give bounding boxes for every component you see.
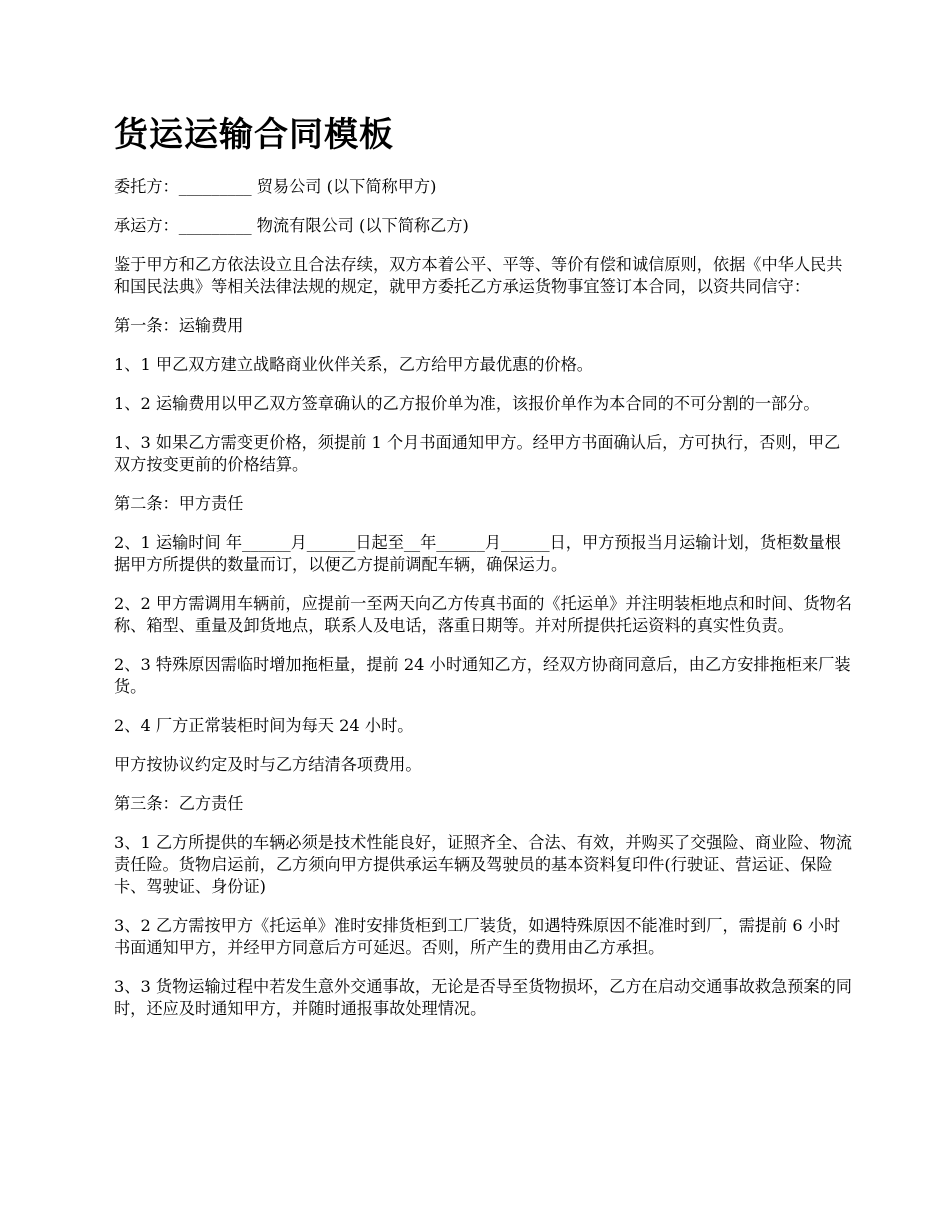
document-page: [114, 112, 854, 1037]
article-2-heading: 第二条：甲方责任: [114, 494, 244, 513]
clause-1-1: 1、1 甲乙双方建立战略商业伙伴关系，乙方给甲方最优惠的价格。: [114, 355, 593, 374]
clause-3-2: 3、2 乙方需按甲方《托运单》准时安排货柜到工厂装货，如遇特殊原因不能准时到厂，需提前 6 小时书面通知甲方，并经甲方同意后方可延迟。否则，所产生的费用由乙方承担。: [114, 916, 841, 957]
carrier-line: 承运方：_________ 物流有限公司 (以下简称乙方): [114, 216, 469, 235]
settlement-paragraph: 甲方按协议约定及时与乙方结清各项费用。: [114, 755, 422, 774]
clause-1-3: 1、3 如果乙方需变更价格，须提前 1 个月书面通知甲方。经甲方书面确认后，方可执行，否则，甲乙双方按变更前的价格结算。: [114, 433, 841, 474]
clause-3-3: 3、3 货物运输过程中若发生意外交通事故，无论是否导至货物损坏，乙方在启动交通事故救急预案的同时，还应及时通知甲方，并随时通报事故处理情况。: [114, 977, 852, 1018]
clause-3-1: 3、1 乙方所提供的车辆必须是技术性能良好，证照齐全、合法、有效，并购买了交强险、商业险、物流责任险。货物启运前，乙方须向甲方提供承运车辆及驾驶员的基本资料复印件(行驶证、营运证、保险卡、驾驶证、身份证): [114, 833, 852, 896]
clause-2-2: 2、2 甲方需调用车辆前，应提前一至两天向乙方传真书面的《托运单》并注明装柜地点和时间、货物名称、箱型、重量及卸货地点，联系人及电话，落重日期等。并对所提供托运资料的真实性负责。: [114, 594, 852, 635]
preamble-paragraph: 鉴于甲方和乙方依法设立且合法存续，双方本着公平、平等、等价有偿和诚信原则，依据《中华人民共和国民法典》等相关法律法规的规定，就甲方委托乙方承运货物事宜签订本合同，以资共同信守：: [114, 255, 843, 296]
clause-2-4: 2、4 厂方正常装柜时间为每天 24 小时。: [114, 716, 414, 735]
clause-2-3: 2、3 特殊原因需临时增加拖柜量，提前 24 小时通知乙方，经双方协商同意后，由乙方安排拖柜来厂装货。: [114, 655, 851, 696]
client-line: 委托方：_________ 贸易公司 (以下简称甲方): [114, 177, 437, 196]
document-title: 货运运输合同模板: [114, 115, 394, 155]
article-1-heading: 第一条：运输费用: [114, 316, 244, 335]
clause-2-1: 2、1 运输时间 年______月______日起至__年______月______日，甲方预报当月运输计划，货柜数量根据甲方所提供的数量而订，以便乙方提前调配车辆，确保运力。: [114, 533, 841, 574]
article-3-heading: 第三条：乙方责任: [114, 794, 244, 813]
clause-1-2: 1、2 运输费用以甲乙双方签章确认的乙方报价单为准，该报价单作为本合同的不可分割的一部分。: [114, 394, 820, 413]
